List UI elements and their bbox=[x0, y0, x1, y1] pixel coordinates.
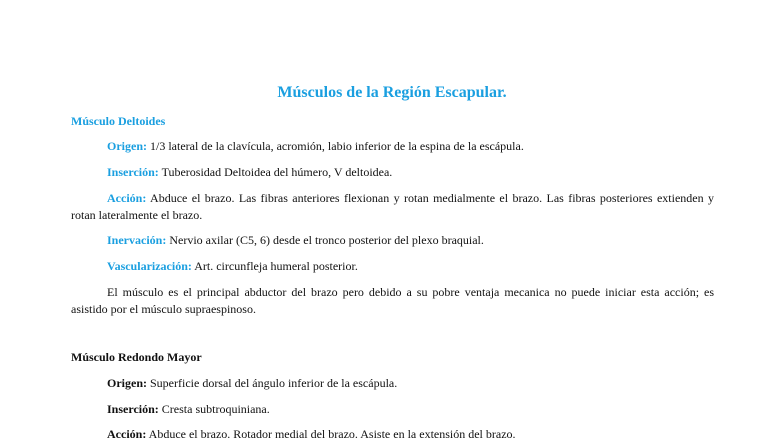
redondo-mayor-insercion bbox=[71, 401, 714, 418]
deltoides-origen-text: 1/3 lateral de la clavícula, acromión, labio inferior de la espina de la escápula. bbox=[147, 139, 524, 153]
deltoides-inervacion-label: Inervación: bbox=[107, 233, 167, 247]
redondo-mayor-accion-label: Acción: bbox=[107, 427, 147, 441]
redondo-mayor-accion-text: Abduce el brazo. Rotador medial del brazo. Asiste en la extensión del brazo. bbox=[146, 427, 516, 441]
deltoides-vasc-text: Art. circunfleja humeral posterior. bbox=[191, 259, 358, 273]
redondo-mayor-origen-label: Origen: bbox=[107, 376, 147, 390]
deltoides-origen-label: Origen: bbox=[107, 139, 147, 153]
deltoides-origen bbox=[71, 138, 714, 155]
deltoides-accion-text: Abduce el brazo. Las fibras anteriores flexionan y rotan medialmente el brazo. Las fibras posteriores extienden y rotan lateralmente el brazo. bbox=[71, 191, 714, 222]
redondo-mayor-insercion-label: Inserción: bbox=[107, 402, 159, 416]
deltoides-inervacion bbox=[71, 232, 714, 249]
page-title: Músculos de la Región Escapular. bbox=[277, 84, 507, 101]
deltoides-accion bbox=[71, 190, 714, 224]
redondo-mayor-insercion-text: Cresta subtroquiniana. bbox=[158, 402, 270, 416]
deltoides-accion-label: Acción: bbox=[107, 191, 147, 205]
redondo-mayor-accion bbox=[71, 426, 714, 443]
deltoides-vascularizacion bbox=[71, 258, 714, 275]
deltoides-vasc-label: Vascularización: bbox=[107, 259, 192, 273]
redondo-mayor-origen-text: Superficie dorsal del ángulo inferior de la escápula. bbox=[147, 376, 398, 390]
deltoides-insercion bbox=[71, 164, 714, 181]
deltoides-inervacion-text: Nervio axilar (C5, 6) desde el tronco posterior del plexo braquial. bbox=[166, 233, 484, 247]
redondo-mayor-heading: Músculo Redondo Mayor bbox=[71, 350, 202, 364]
deltoides-nota: El músculo es el principal abductor del brazo pero debido a su pobre ventaja mecanica no puede iniciar esta acción; es asistido por el músculo supraespinoso. bbox=[71, 285, 714, 316]
deltoides-insercion-label: Inserción: bbox=[107, 165, 159, 179]
deltoides-heading: Músculo Deltoides bbox=[71, 114, 166, 128]
deltoides-insercion-text: Tuberosidad Deltoidea del húmero, V deltoidea. bbox=[158, 165, 393, 179]
redondo-mayor-origen bbox=[71, 375, 714, 392]
